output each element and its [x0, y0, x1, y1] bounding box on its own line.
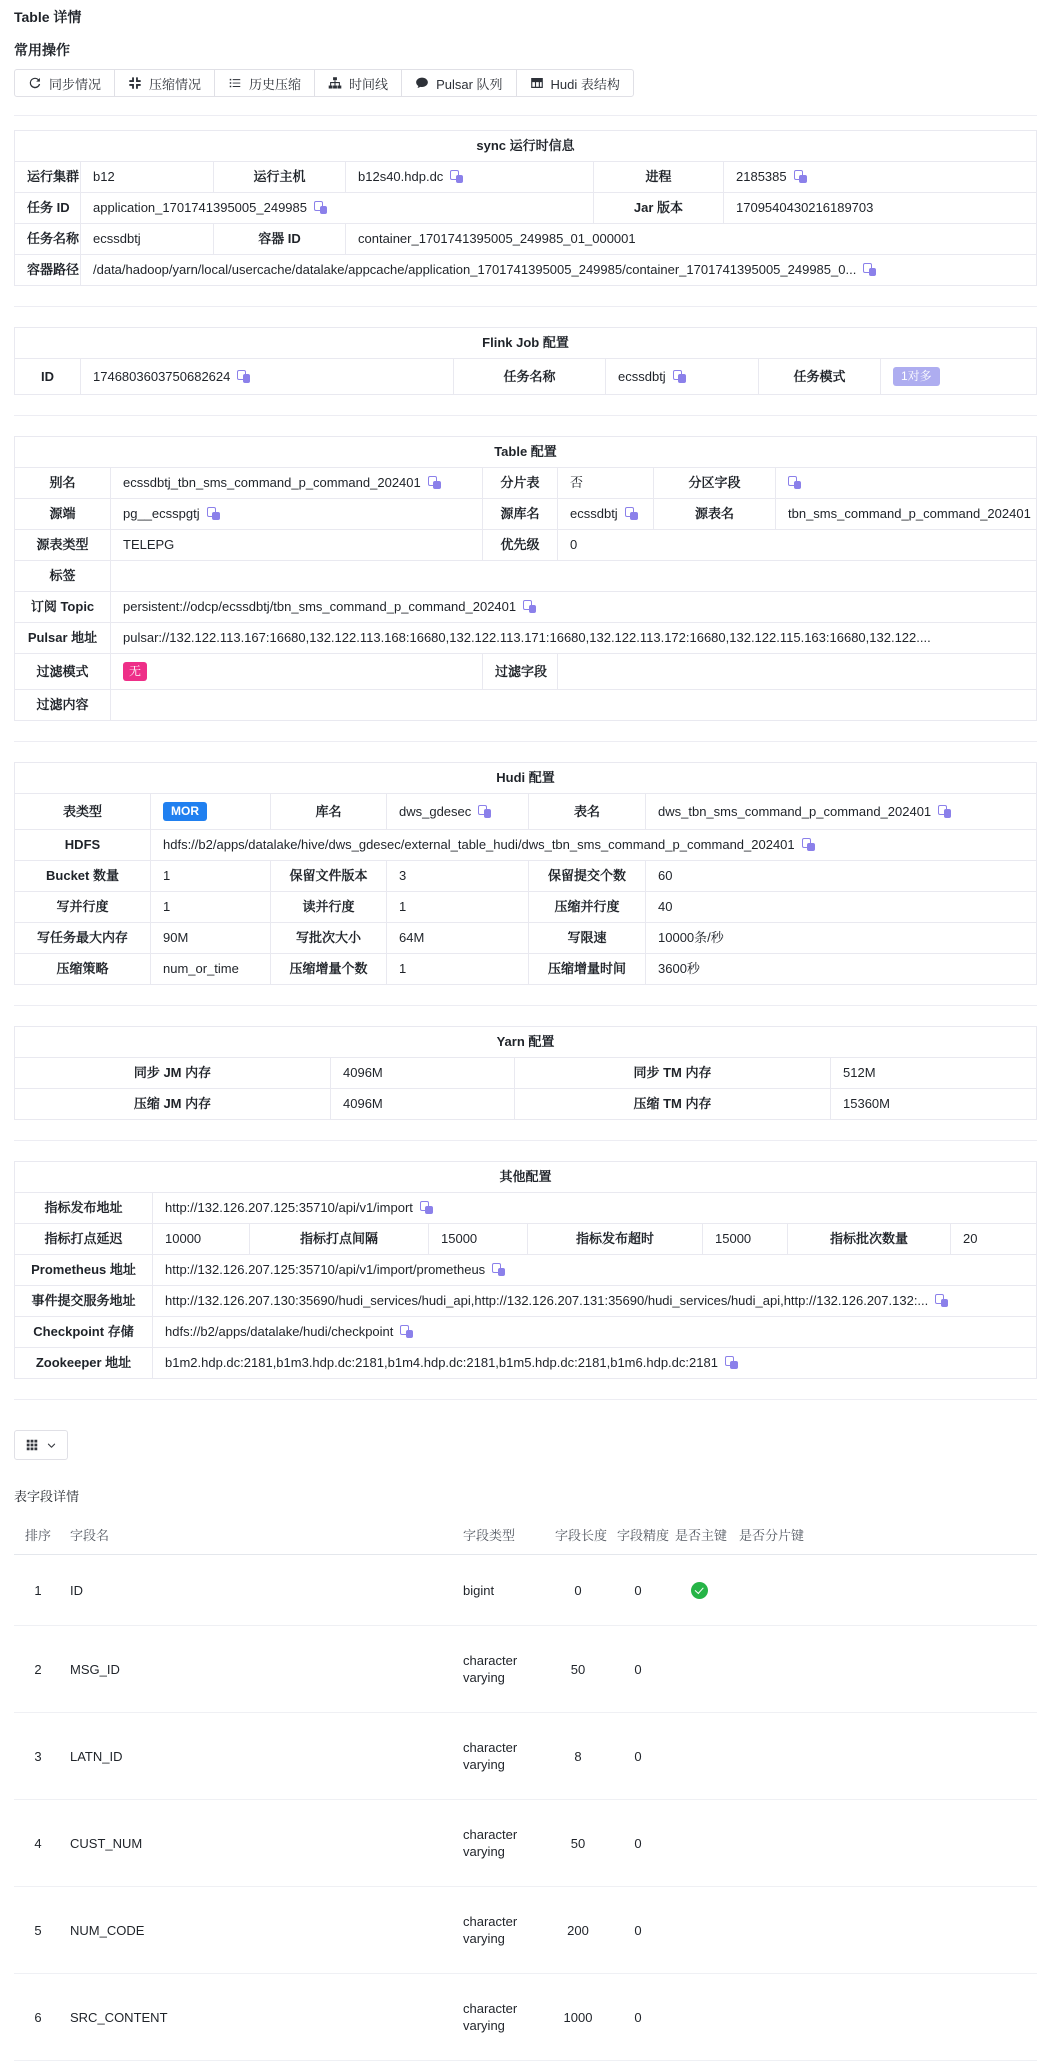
field-precision: 0 [609, 1974, 667, 2061]
container-id-value: container_1701741395005_249985_01_000001 [358, 231, 636, 246]
list-icon [228, 76, 242, 90]
grid-icon [25, 1438, 39, 1452]
compact-tm-memory-value: 15360M [843, 1096, 890, 1111]
field-name: NUM_CODE [62, 1887, 455, 1974]
history-compaction-label: 历史压缩 [249, 76, 302, 92]
page-title: Table 详情 [14, 9, 82, 25]
write-max-memory-label: 写任务最大内存 [15, 923, 151, 954]
sync-tm-memory-value: 512M [843, 1065, 876, 1080]
partition-field-label: 分区字段 [654, 468, 776, 499]
compact-delta-time-value: 3600秒 [658, 961, 700, 976]
copy-icon[interactable] [420, 1201, 433, 1214]
hdfs-label: HDFS [15, 830, 151, 861]
copy-icon[interactable] [794, 170, 807, 183]
read-parallelism-label: 读并行度 [271, 892, 387, 923]
copy-icon[interactable] [237, 370, 250, 383]
field-type: character varying [455, 1713, 547, 1800]
copy-icon[interactable] [314, 201, 327, 214]
section-divider [14, 415, 1037, 416]
field-length: 200 [547, 1887, 609, 1974]
write-parallelism-value: 1 [163, 899, 171, 914]
jar-version-value: 1709540430216189703 [736, 200, 874, 215]
field-precision: 0 [609, 1555, 667, 1626]
field-precision: 0 [609, 1887, 667, 1974]
field-table-header [14, 1517, 1037, 1555]
checkpoint-storage-label: Checkpoint 存储 [15, 1317, 153, 1348]
section-title: Table 配置 [15, 437, 1037, 468]
table-type-label: 表类型 [15, 794, 151, 830]
field-name: LATN_ID [62, 1713, 455, 1800]
container-path-label: 容器路径 [15, 255, 81, 286]
section-title: 其他配置 [15, 1162, 1037, 1193]
field-length: 0 [547, 1555, 609, 1626]
hudi-table-label: 表名 [529, 794, 646, 830]
timeline-button[interactable] [314, 69, 402, 97]
bucket-count-label: Bucket 数量 [15, 861, 151, 892]
flink-job-table [14, 327, 1037, 395]
hudi-schema-button[interactable] [516, 69, 634, 97]
read-parallelism-value: 1 [399, 899, 407, 914]
metric-batch-label: 指标批次数量 [788, 1224, 951, 1255]
flink-id-value: 1746803603750682624 [93, 368, 231, 384]
priority-label: 优先级 [483, 530, 558, 561]
field-type: character varying [455, 1974, 547, 2061]
hudi-config-table [14, 762, 1037, 985]
col-field-type: 字段类型 [455, 1517, 547, 1555]
table-config-table [14, 436, 1037, 721]
section-title: Hudi 配置 [15, 763, 1037, 794]
field-name: ID [62, 1555, 455, 1626]
prometheus-address-label: Prometheus 地址 [15, 1255, 153, 1286]
checkpoint-storage-value: hdfs://b2/apps/datalake/hudi/checkpoint [165, 1324, 394, 1339]
copy-icon[interactable] [863, 263, 876, 276]
section-divider [14, 741, 1037, 742]
keep-commits-label: 保留提交个数 [529, 861, 646, 892]
field-row [14, 1887, 1037, 1974]
compaction-status-button[interactable] [114, 69, 215, 97]
sync-tm-memory-label: 同步 TM 内存 [515, 1058, 831, 1089]
keep-file-versions-value: 3 [399, 868, 407, 883]
hdfs-value: hdfs://b2/apps/datalake/hive/dws_gdesec/external_table_hudi/dws_tbn_sms_command_p_command_202401 [163, 837, 795, 852]
zookeeper-address-label: Zookeeper 地址 [15, 1348, 153, 1379]
field-type: character varying [455, 1887, 547, 1974]
pulsar-address-label: Pulsar 地址 [15, 623, 111, 654]
field-row [14, 1974, 1037, 2061]
field-row [14, 1800, 1037, 1887]
event-service-value: http://132.126.207.130:35690/hudi_services/hudi_api,http://132.126.207.131:35690/hudi_services/hudi_api,http://132.126.207.132:... [165, 1293, 929, 1308]
section-divider [14, 115, 1037, 116]
event-service-label: 事件提交服务地址 [15, 1286, 153, 1317]
section-divider [14, 306, 1037, 307]
source-db-value: ecssdbtj [570, 506, 618, 521]
source-label: 源端 [15, 499, 111, 530]
source-type-label: 源表类型 [15, 530, 111, 561]
sync-status-label: 同步情况 [49, 76, 102, 92]
field-seq: 3 [14, 1713, 62, 1800]
field-seq: 5 [14, 1887, 62, 1974]
copy-icon[interactable] [938, 805, 951, 818]
compact-parallelism-label: 压缩并行度 [529, 892, 646, 923]
source-table-value: tbn_sms_command_p_command_202401 [788, 506, 1031, 521]
field-seq: 6 [14, 1974, 62, 2061]
write-parallelism-label: 写并行度 [15, 892, 151, 923]
sync-jm-memory-label: 同步 JM 内存 [15, 1058, 331, 1089]
field-seq: 2 [14, 1626, 62, 1713]
source-table-label: 源表名 [654, 499, 776, 530]
timeline-label: 时间线 [349, 76, 389, 92]
compress-icon [128, 76, 142, 90]
field-seq: 4 [14, 1800, 62, 1887]
source-type-value: TELEPG [123, 537, 175, 552]
sync-status-button[interactable] [14, 69, 115, 97]
section-title: Yarn 配置 [15, 1027, 1037, 1058]
field-length: 1000 [547, 1974, 609, 2061]
keep-commits-value: 60 [658, 868, 673, 883]
source-db-label: 源库名 [483, 499, 558, 530]
common-operations-title: 常用操作 [14, 42, 70, 58]
metric-delay-label: 指标打点延迟 [15, 1224, 153, 1255]
cluster-value: b12 [93, 169, 115, 184]
other-config-table [14, 1161, 1037, 1379]
copy-icon[interactable] [478, 805, 491, 818]
process-value: 2185385 [736, 169, 787, 184]
alias-value: ecssdbtj_tbn_sms_command_p_command_202401 [123, 475, 421, 490]
write-batch-size-label: 写批次大小 [271, 923, 387, 954]
container-id-label: 容器 ID [214, 224, 346, 255]
table-type-badge: MOR [163, 802, 207, 821]
col-field-length: 字段长度 [547, 1517, 609, 1555]
compact-policy-label: 压缩策略 [15, 954, 151, 985]
keep-file-versions-label: 保留文件版本 [271, 861, 387, 892]
write-rate-limit-label: 写限速 [529, 923, 646, 954]
field-details-title: 表字段详情 [14, 1489, 80, 1504]
compact-policy-value: num_or_time [163, 961, 239, 976]
metric-url-label: 指标发布地址 [15, 1193, 153, 1224]
field-precision: 0 [609, 1800, 667, 1887]
compact-delta-time-label: 压缩增量时间 [529, 954, 646, 985]
hudi-db-label: 库名 [271, 794, 387, 830]
subscribe-topic-value: persistent://odcp/ecssdbtj/tbn_sms_command_p_command_202401 [123, 599, 517, 614]
filter-mode-badge: 无 [123, 662, 147, 681]
chevron-down-icon [46, 1440, 57, 1451]
copy-icon[interactable] [802, 838, 815, 851]
jar-version-label: Jar 版本 [594, 193, 724, 224]
field-detail-table [14, 1517, 1037, 2061]
source-value: pg__ecsspgtj [123, 506, 200, 521]
copy-icon[interactable] [935, 1294, 948, 1307]
field-type: character varying [455, 1800, 547, 1887]
task-mode-badge: 1对多 [893, 367, 940, 386]
copy-icon[interactable] [673, 370, 686, 383]
compact-tm-memory-label: 压缩 TM 内存 [515, 1089, 831, 1120]
yarn-config-table [14, 1026, 1037, 1120]
field-seq: 1 [14, 1555, 62, 1626]
prometheus-address-value: http://132.126.207.125:35710/api/v1/import/prometheus [165, 1262, 486, 1277]
pulsar-queue-button[interactable] [401, 69, 516, 97]
write-rate-limit-value: 10000条/秒 [658, 930, 724, 945]
field-row [14, 1713, 1037, 1800]
task-id-label: 任务 ID [15, 193, 81, 224]
field-row [14, 1555, 1037, 1626]
copy-icon[interactable] [207, 507, 220, 520]
flink-id-label: ID [15, 359, 81, 395]
subscribe-topic-label: 订阅 Topic [15, 592, 111, 623]
hudi-table-value: dws_tbn_sms_command_p_command_202401 [658, 803, 932, 819]
copy-icon[interactable] [492, 1263, 505, 1276]
shard-table-value: 否 [570, 475, 584, 490]
timeline-icon [328, 76, 342, 90]
metric-timeout-value: 15000 [715, 1231, 752, 1246]
task-mode-label: 任务模式 [759, 359, 881, 395]
col-is-shard-key: 是否分片键 [731, 1517, 807, 1555]
container-path-value: /data/hadoop/yarn/local/usercache/datalake/appcache/application_1701741395005_249985/container_1701741395005_249985_0... [93, 262, 857, 277]
pulsar-address-value: pulsar://132.122.113.167:16680,132.122.113.168:16680,132.122.113.171:16680,132.122.113.172:16680,132.122.115.163:16680,132.122.... [123, 630, 931, 645]
pulsar-queue-label: Pulsar 队列 [436, 76, 503, 92]
field-type: character varying [455, 1626, 547, 1713]
write-batch-size-value: 64M [399, 930, 425, 945]
write-max-memory-value: 90M [163, 930, 189, 945]
col-seq: 排序 [14, 1517, 62, 1555]
column-settings-button[interactable] [14, 1430, 68, 1460]
field-name: MSG_ID [62, 1626, 455, 1713]
field-length: 8 [547, 1713, 609, 1800]
compact-delta-commits-label: 压缩增量个数 [271, 954, 387, 985]
section-divider [14, 1140, 1037, 1141]
metric-interval-label: 指标打点间隔 [250, 1224, 429, 1255]
compact-delta-commits-value: 1 [399, 961, 407, 976]
field-type: bigint [455, 1555, 547, 1626]
flink-task-name-label: 任务名称 [454, 359, 606, 395]
section-divider [14, 1005, 1037, 1006]
compact-parallelism-value: 40 [658, 899, 673, 914]
compaction-status-label: 压缩情况 [149, 76, 202, 92]
zookeeper-address-value: b1m2.hdp.dc:2181,b1m3.hdp.dc:2181,b1m4.hdp.dc:2181,b1m5.hdp.dc:2181,b1m6.hdp.dc:2181 [165, 1355, 718, 1370]
copy-icon[interactable] [450, 170, 463, 183]
bucket-count-value: 1 [163, 868, 171, 883]
copy-icon[interactable] [523, 600, 536, 613]
compact-jm-memory-label: 压缩 JM 内存 [15, 1089, 331, 1120]
host-value: b12s40.hdp.dc [358, 169, 444, 184]
history-compaction-button[interactable] [214, 69, 315, 97]
operations-toolbar [14, 69, 634, 97]
filter-field-label: 过滤字段 [483, 654, 558, 690]
task-name-label: 任务名称 [15, 224, 81, 255]
filter-mode-label: 过滤模式 [15, 654, 111, 690]
field-name: SRC_CONTENT [62, 1974, 455, 2061]
tag-label: 标签 [15, 561, 111, 592]
hudi-db-value: dws_gdesec [399, 803, 472, 819]
shard-table-label: 分片表 [483, 468, 558, 499]
copy-icon[interactable] [428, 476, 441, 489]
section-title: Flink Job 配置 [15, 328, 1037, 359]
field-precision: 0 [609, 1713, 667, 1800]
section-title: sync 运行时信息 [15, 131, 1037, 162]
copy-icon[interactable] [625, 507, 638, 520]
sync-runtime-table [14, 130, 1037, 286]
field-length: 50 [547, 1800, 609, 1887]
section-divider [14, 1399, 1037, 1400]
host-label: 运行主机 [214, 162, 346, 193]
hudi-schema-label: Hudi 表结构 [550, 76, 620, 92]
priority-value: 0 [570, 537, 578, 552]
col-field-name: 字段名 [62, 1517, 455, 1555]
metric-interval-value: 15000 [441, 1231, 478, 1246]
col-is-primary: 是否主键 [667, 1517, 731, 1555]
cluster-label: 运行集群 [15, 162, 81, 193]
task-name-value: ecssdbtj [93, 231, 141, 246]
copy-icon[interactable] [725, 1356, 738, 1369]
sync-jm-memory-value: 4096M [343, 1065, 383, 1080]
metric-batch-value: 20 [963, 1231, 978, 1246]
field-name: CUST_NUM [62, 1800, 455, 1887]
copy-icon[interactable] [400, 1325, 413, 1338]
metric-delay-value: 10000 [165, 1231, 202, 1246]
field-length: 50 [547, 1626, 609, 1713]
alias-label: 别名 [15, 468, 111, 499]
filter-content-label: 过滤内容 [15, 690, 111, 721]
metric-timeout-label: 指标发布超时 [528, 1224, 703, 1255]
task-id-value: application_1701741395005_249985 [93, 200, 307, 215]
copy-icon[interactable] [788, 476, 801, 489]
primary-key-check-icon [691, 1582, 708, 1599]
col-spacer [807, 1517, 1037, 1555]
col-field-precision: 字段精度 [609, 1517, 667, 1555]
field-precision: 0 [609, 1626, 667, 1713]
compact-jm-memory-value: 4096M [343, 1096, 383, 1111]
metric-url-value: http://132.126.207.125:35710/api/v1/import [165, 1200, 413, 1215]
table-icon [530, 76, 544, 90]
sync-icon [28, 76, 42, 90]
process-label: 进程 [594, 162, 724, 193]
flink-task-name-value: ecssdbtj [618, 368, 666, 384]
field-row [14, 1626, 1037, 1713]
comment-icon [415, 76, 429, 90]
